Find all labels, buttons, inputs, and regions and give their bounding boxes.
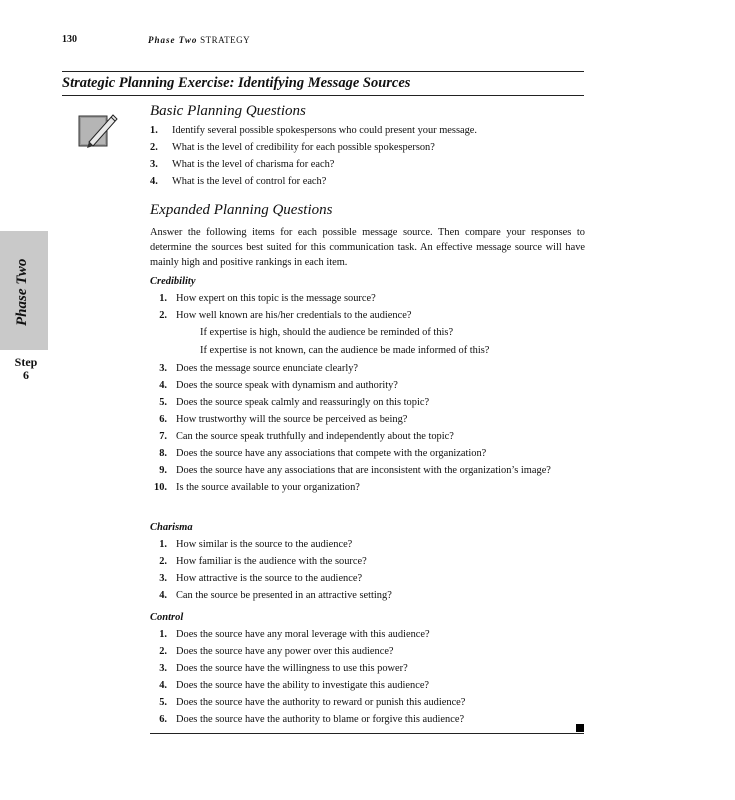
list-item <box>150 290 588 307</box>
item-text: What is the level of credibility for each possible spokesperson? <box>172 142 435 153</box>
list-item <box>150 428 588 445</box>
item-text: Can the source be presented in an attractive setting? <box>176 590 392 601</box>
title-top-rule <box>62 71 584 72</box>
item-text: How attractive is the source to the audience? <box>176 573 363 584</box>
item-number: 3. <box>159 363 167 374</box>
step-number: 6 <box>23 368 29 382</box>
item-number: 1. <box>159 293 167 304</box>
item-number: 2. <box>159 646 167 657</box>
side-tab-label: Phase Two <box>14 258 30 326</box>
exercise-title: Strategic Planning Exercise: Identifying Message Sources <box>62 75 411 91</box>
list-item <box>150 677 588 694</box>
item-text: How expert on this topic is the message source? <box>176 293 376 304</box>
item-number: 2. <box>159 310 167 321</box>
expanded-intro-paragraph: Answer the following items for each possible message source. Then compare your responses to determine the sources best suited for this communication task. An effective message source will have mainly high and positive rankings in each item. <box>150 227 585 268</box>
item-number: 2. <box>159 556 167 567</box>
item-text: Does the source have any power over this audience? <box>176 646 394 657</box>
item-text: How similar is the source to the audience? <box>176 539 353 550</box>
list-item <box>150 587 588 604</box>
item-text: How familiar is the audience with the source? <box>176 556 367 567</box>
item-text: Does the source have the authority to blame or forgive this audience? <box>176 714 465 725</box>
item-number: 8. <box>159 448 167 459</box>
credibility-subitem: If expertise is not known, can the audience be made informed of this? <box>200 345 490 356</box>
item-text: How trustworthy will the source be perceived as being? <box>176 414 408 425</box>
end-of-exercise-mark <box>576 724 584 732</box>
item-number: 4. <box>150 176 158 187</box>
list-item <box>150 694 588 711</box>
credibility-list-a <box>150 290 588 324</box>
item-number: 3. <box>150 159 158 170</box>
running-header-section: STRATEGY <box>200 35 251 45</box>
credibility-list-b <box>150 360 588 496</box>
item-number: 3. <box>159 573 167 584</box>
running-header <box>148 35 250 45</box>
list-item <box>150 553 588 570</box>
item-number: 5. <box>159 697 167 708</box>
list-item <box>150 139 477 156</box>
item-number: 10. <box>154 482 167 493</box>
charisma-list <box>150 536 588 604</box>
item-number: 3. <box>159 663 167 674</box>
item-text: Does the source have any associations that compete with the organization? <box>176 448 487 459</box>
list-item <box>150 479 588 496</box>
page-number: 130 <box>62 34 77 45</box>
list-item <box>150 360 588 377</box>
item-number: 4. <box>159 680 167 691</box>
item-number: 4. <box>159 380 167 391</box>
list-item <box>150 445 588 462</box>
list-item <box>150 570 588 587</box>
step-label <box>6 356 46 382</box>
item-text: Does the source have the ability to investigate this audience? <box>176 680 430 691</box>
item-text: Does the source have the authority to reward or punish this audience? <box>176 697 466 708</box>
exercise-bottom-rule <box>150 733 584 734</box>
item-text: Does the message source enunciate clearly? <box>176 363 359 374</box>
item-number: 9. <box>159 465 167 476</box>
expanded-questions-heading: Expanded Planning Questions <box>150 202 333 218</box>
list-item <box>150 536 588 553</box>
item-text: Does the source have any associations that are inconsistent with the organization’s image? <box>176 465 551 476</box>
list-item <box>150 394 588 411</box>
list-item <box>150 173 477 190</box>
list-item <box>150 307 588 324</box>
title-bottom-rule <box>62 95 584 96</box>
item-number: 1. <box>150 125 158 136</box>
item-text: Identify several possible spokespersons who could present your message. <box>172 125 478 136</box>
pencil-notepad-icon <box>77 112 119 148</box>
item-text: Does the source speak calmly and reassuringly on this topic? <box>176 397 430 408</box>
list-item <box>150 660 588 677</box>
item-text: Is the source available to your organization? <box>176 482 360 493</box>
item-text: How well known are his/her credentials to the audience? <box>176 310 412 321</box>
basic-questions-heading: Basic Planning Questions <box>150 103 306 119</box>
item-number: 1. <box>159 539 167 550</box>
item-number: 6. <box>159 714 167 725</box>
list-item <box>150 643 588 660</box>
item-number: 4. <box>159 590 167 601</box>
list-item <box>150 156 477 173</box>
item-text: Can the source speak truthfully and independently about the topic? <box>176 431 454 442</box>
list-item <box>150 122 477 139</box>
item-text: Does the source have any moral leverage with this audience? <box>176 629 430 640</box>
item-number: 7. <box>159 431 167 442</box>
list-item <box>150 411 588 428</box>
side-tab <box>0 231 48 350</box>
control-list <box>150 626 588 728</box>
step-word: Step <box>14 355 38 369</box>
item-number: 5. <box>159 397 167 408</box>
item-text: What is the level of charisma for each? <box>172 159 335 170</box>
item-number: 1. <box>159 629 167 640</box>
credibility-label: Credibility <box>150 276 196 287</box>
list-item <box>150 462 588 479</box>
control-label: Control <box>150 612 184 623</box>
list-item <box>150 377 588 394</box>
list-item <box>150 711 588 728</box>
item-text: Does the source have the willingness to use this power? <box>176 663 408 674</box>
item-text: Does the source speak with dynamism and authority? <box>176 380 398 391</box>
list-item <box>150 626 588 643</box>
item-number: 6. <box>159 414 167 425</box>
running-header-phase: Phase Two <box>148 35 198 45</box>
charisma-label: Charisma <box>150 522 193 533</box>
item-number: 2. <box>150 142 158 153</box>
basic-questions-list <box>150 122 477 190</box>
credibility-subitem: If expertise is high, should the audience be reminded of this? <box>200 327 454 338</box>
item-text: What is the level of control for each? <box>172 176 327 187</box>
